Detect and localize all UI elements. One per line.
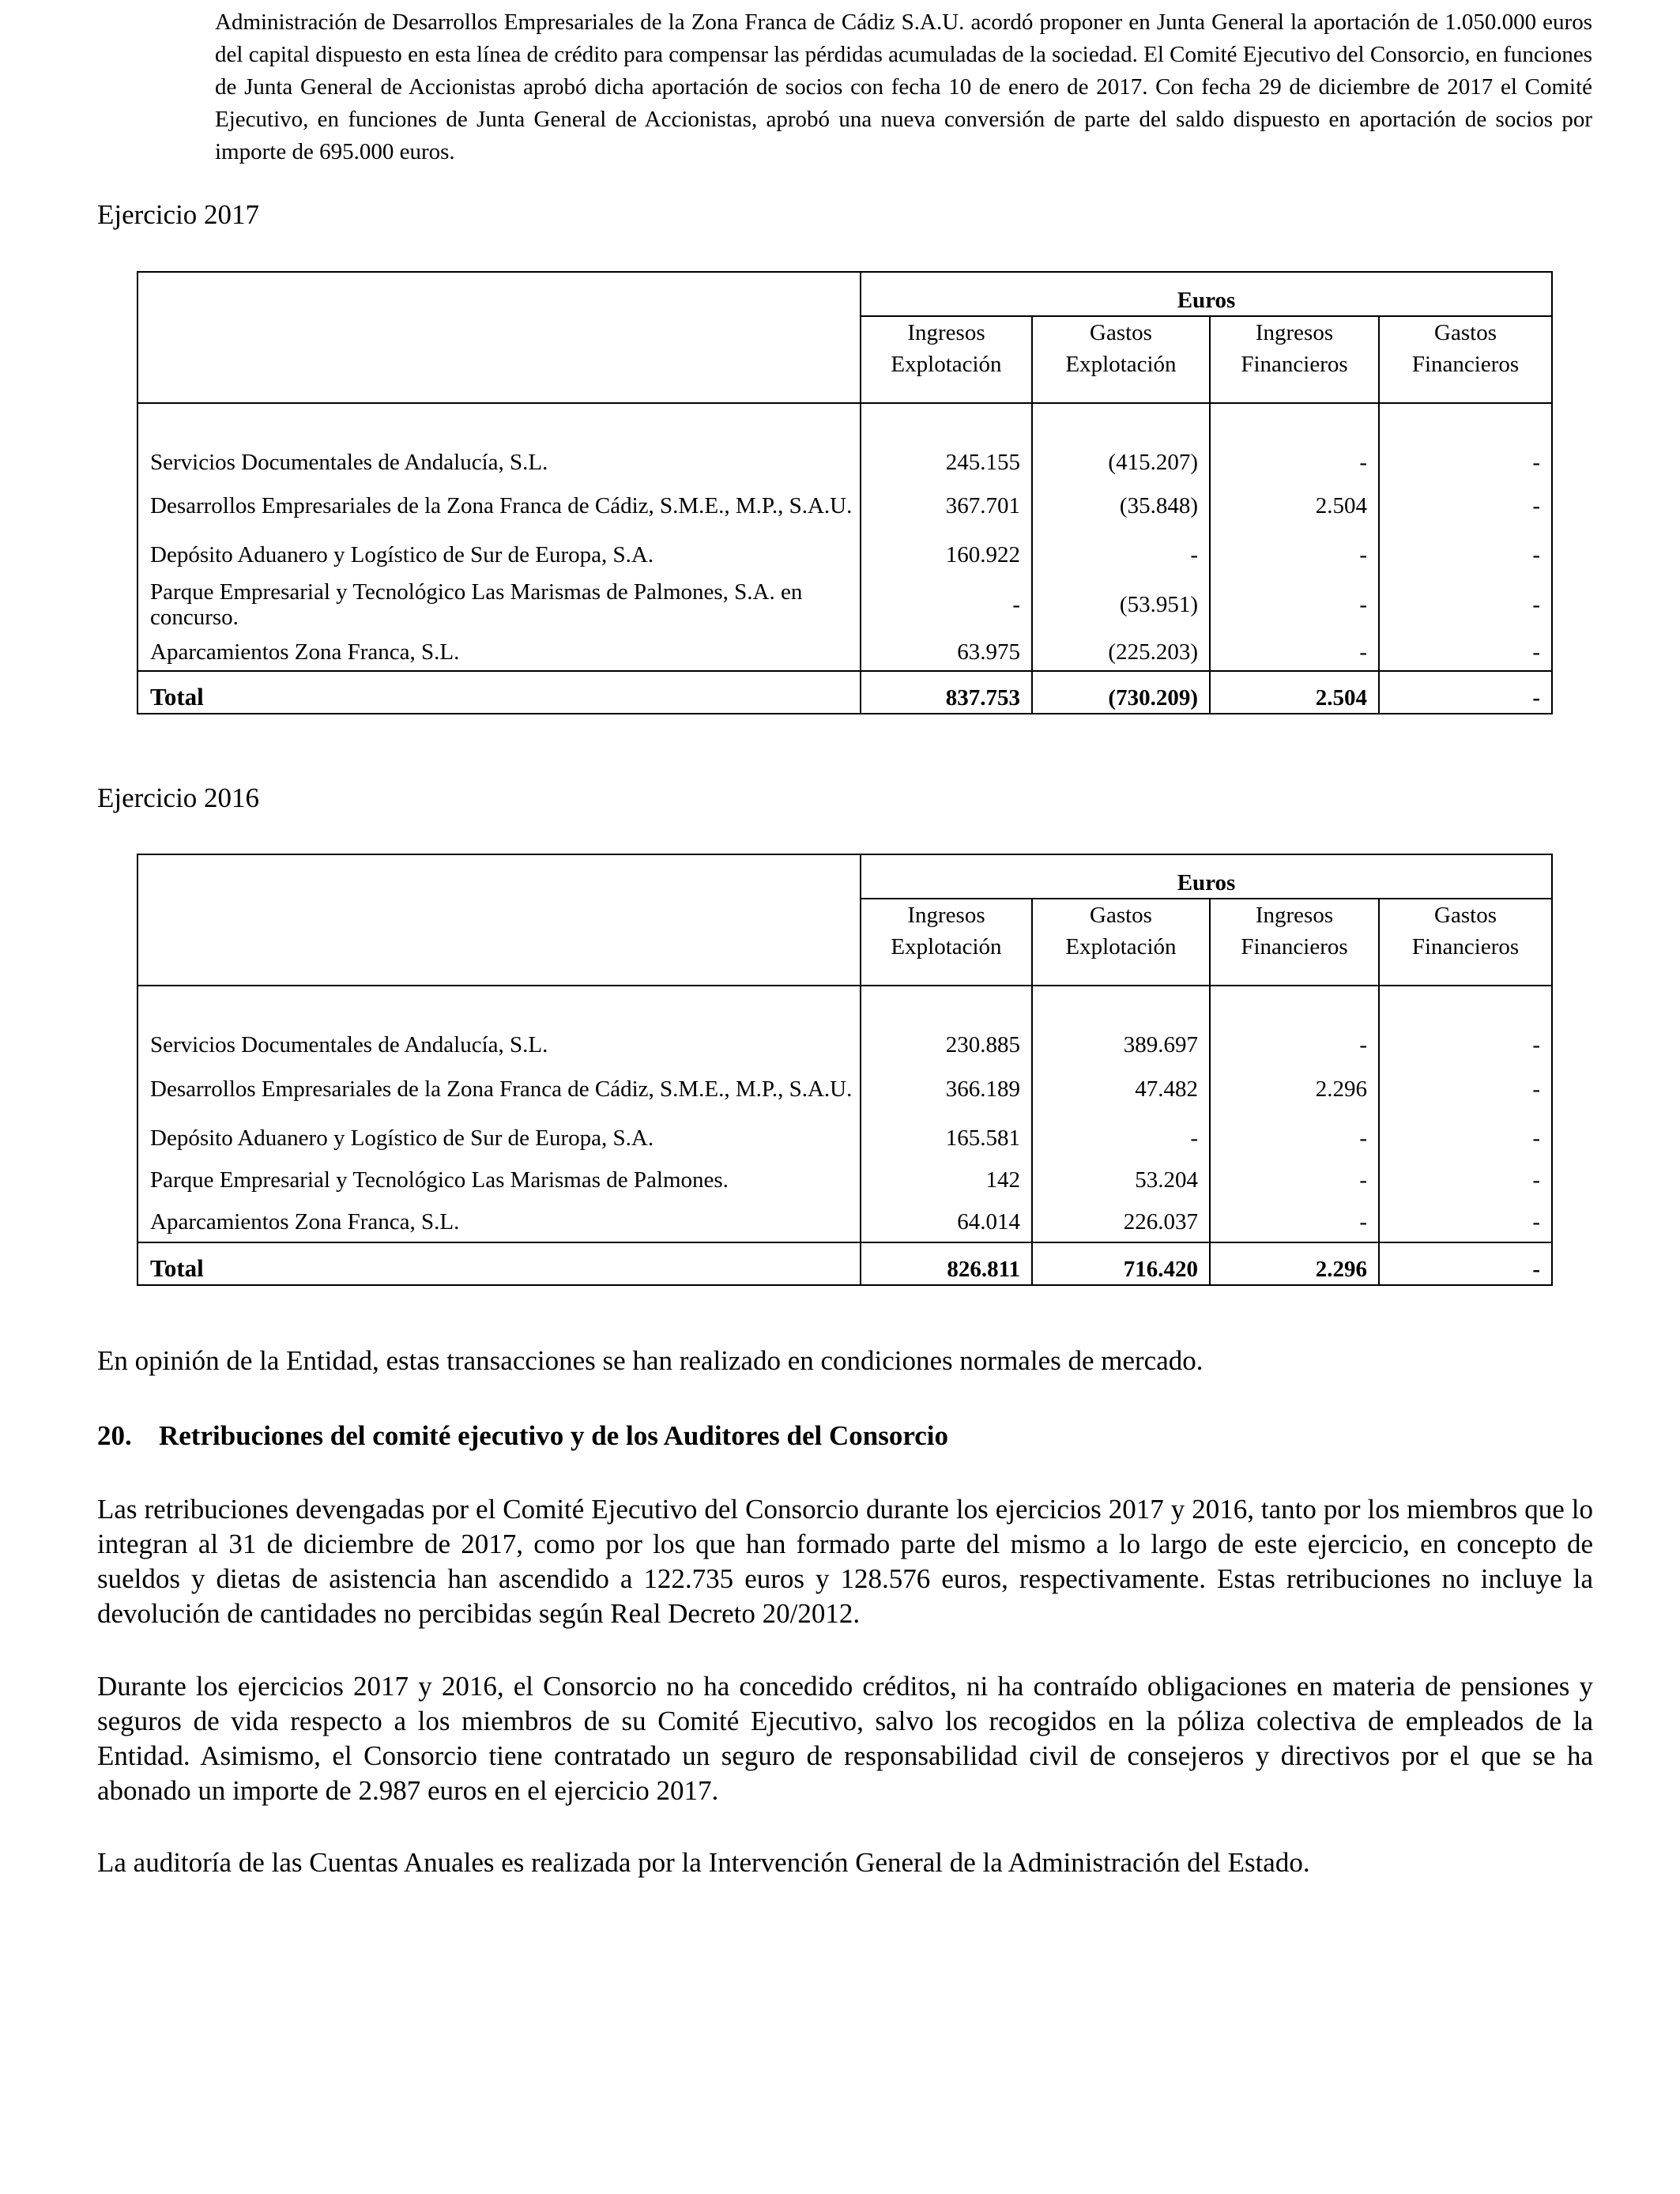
col-header-gastos-financieros: Gastos Financieros bbox=[1379, 899, 1552, 986]
table-row: Aparcamientos Zona Franca, S.L. 64.014 226.037 - - bbox=[137, 1201, 1552, 1242]
total-row: Total 837.753 (730.209) 2.504 - bbox=[137, 671, 1552, 714]
col-header-gastos-explotacion: Gastos Explotación bbox=[1032, 899, 1210, 986]
table-2017 bbox=[137, 271, 1553, 714]
col-header-ingresos-financieros: Ingresos Financieros bbox=[1210, 899, 1379, 986]
table-row: Servicios Documentales de Andalucía, S.L. 245.155 (415.207) - - bbox=[137, 447, 1552, 478]
section-title: Retribuciones del comité ejecutivo y de los Auditores del Consorcio bbox=[159, 1420, 949, 1451]
header-blank bbox=[137, 272, 861, 403]
market-conditions-text: En opinión de la Entidad, estas transacciones se han realizado en condiciones normales de mercado. bbox=[97, 1345, 1203, 1376]
col-header-ingresos-explotacion: Ingresos Explotación bbox=[861, 316, 1032, 403]
table-row: Servicios Documentales de Andalucía, S.L. 230.885 389.697 - - bbox=[137, 1029, 1552, 1061]
header-blank bbox=[137, 854, 861, 986]
section-number: 20. bbox=[97, 1420, 132, 1451]
heading-ejercicio-2017: Ejercicio 2017 bbox=[97, 199, 260, 230]
section-heading bbox=[97, 1420, 948, 1452]
heading-ejercicio-2016: Ejercicio 2016 bbox=[97, 782, 260, 813]
col-header-ingresos-explotacion: Ingresos Explotación bbox=[861, 899, 1032, 986]
paragraph-auditoria: La auditoría de las Cuentas Anuales es realizada por la Intervención General de la Administración del Estado. bbox=[97, 1847, 1310, 1878]
col-header-gastos-explotacion: Gastos Explotación bbox=[1032, 316, 1210, 403]
paragraph-retribuciones: Las retribuciones devengadas por el Comité Ejecutivo del Consorcio durante los ejercicios 2017 y 2016, tanto por los miembros que lo integran al 31 de diciembre de 2017, como por los que han formado parte del mismo a lo largo de este ejercicio, en concepto de sueldos y dietas de asistencia han ascendido a 122.735 euros y 128.576 euros, respectivamente. Estas retribuciones no incluye la devolución de cantidades no percibidas según Real Decreto 20/2012. bbox=[97, 1494, 1593, 1629]
col-header-ingresos-financieros: Ingresos Financieros bbox=[1210, 316, 1379, 403]
col-header-gastos-financieros: Gastos Financieros bbox=[1379, 316, 1552, 403]
paragraph-creditos: Durante los ejercicios 2017 y 2016, el Consorcio no ha concedido créditos, ni ha contraído obligaciones en materia de pensiones y seguros de vida respecto a los miembros de su Comité Ejecutivo, salvo los recogidos en la póliza colectiva de empleados de la Entidad. Asimismo, el Consorcio tiene contratado un seguro de responsabilidad civil de consejeros y directivos por el que se ha abonado un importe de 2.987 euros en el ejercicio 2017. bbox=[97, 1671, 1593, 1806]
table-row: Desarrollos Empresariales de la Zona Franca de Cádiz, S.M.E., M.P., S.A.U. 367.701 (35.848) 2.504 - bbox=[137, 478, 1552, 533]
total-row: Total 826.811 716.420 2.296 - bbox=[137, 1242, 1552, 1285]
euros-header: Euros bbox=[861, 272, 1552, 316]
table-row: Depósito Aduanero y Logístico de Sur de Europa, S.A. 165.581 - - - bbox=[137, 1118, 1552, 1159]
table-row: Parque Empresarial y Tecnológico Las Marismas de Palmones. 142 53.204 - - bbox=[137, 1159, 1552, 1201]
table-row: Aparcamientos Zona Franca, S.L. 63.975 (225.203) - - bbox=[137, 633, 1552, 671]
table-row: Parque Empresarial y Tecnológico Las Marismas de Palmones, S.A. en concurso. - (53.951) - - bbox=[137, 576, 1552, 633]
intro-paragraph: Administración de Desarrollos Empresariales de la Zona Franca de Cádiz S.A.U. acordó proponer en Junta General la aportación de 1.050.000 euros del capital dispuesto en esta línea de crédito para compensar las pérdidas acumuladas de la sociedad. El Comité Ejecutivo del Consorcio, en funciones de Junta General de Accionistas aprobó dicha aportación de socios con fecha 10 de enero de 2017. Con fecha 29 de diciembre de 2017 el Comité Ejecutivo, en funciones de Junta General de Accionistas, aprobó una nueva conversión de parte del saldo dispuesto en aportación de socios por importe de 695.000 euros. bbox=[215, 9, 1592, 164]
euros-header: Euros bbox=[861, 854, 1552, 899]
table-2016 bbox=[137, 854, 1553, 1286]
table-row: Depósito Aduanero y Logístico de Sur de Europa, S.A. 160.922 - - - bbox=[137, 533, 1552, 576]
table-row: Desarrollos Empresariales de la Zona Franca de Cádiz, S.M.E., M.P., S.A.U. 366.189 47.482 2.296 - bbox=[137, 1061, 1552, 1118]
